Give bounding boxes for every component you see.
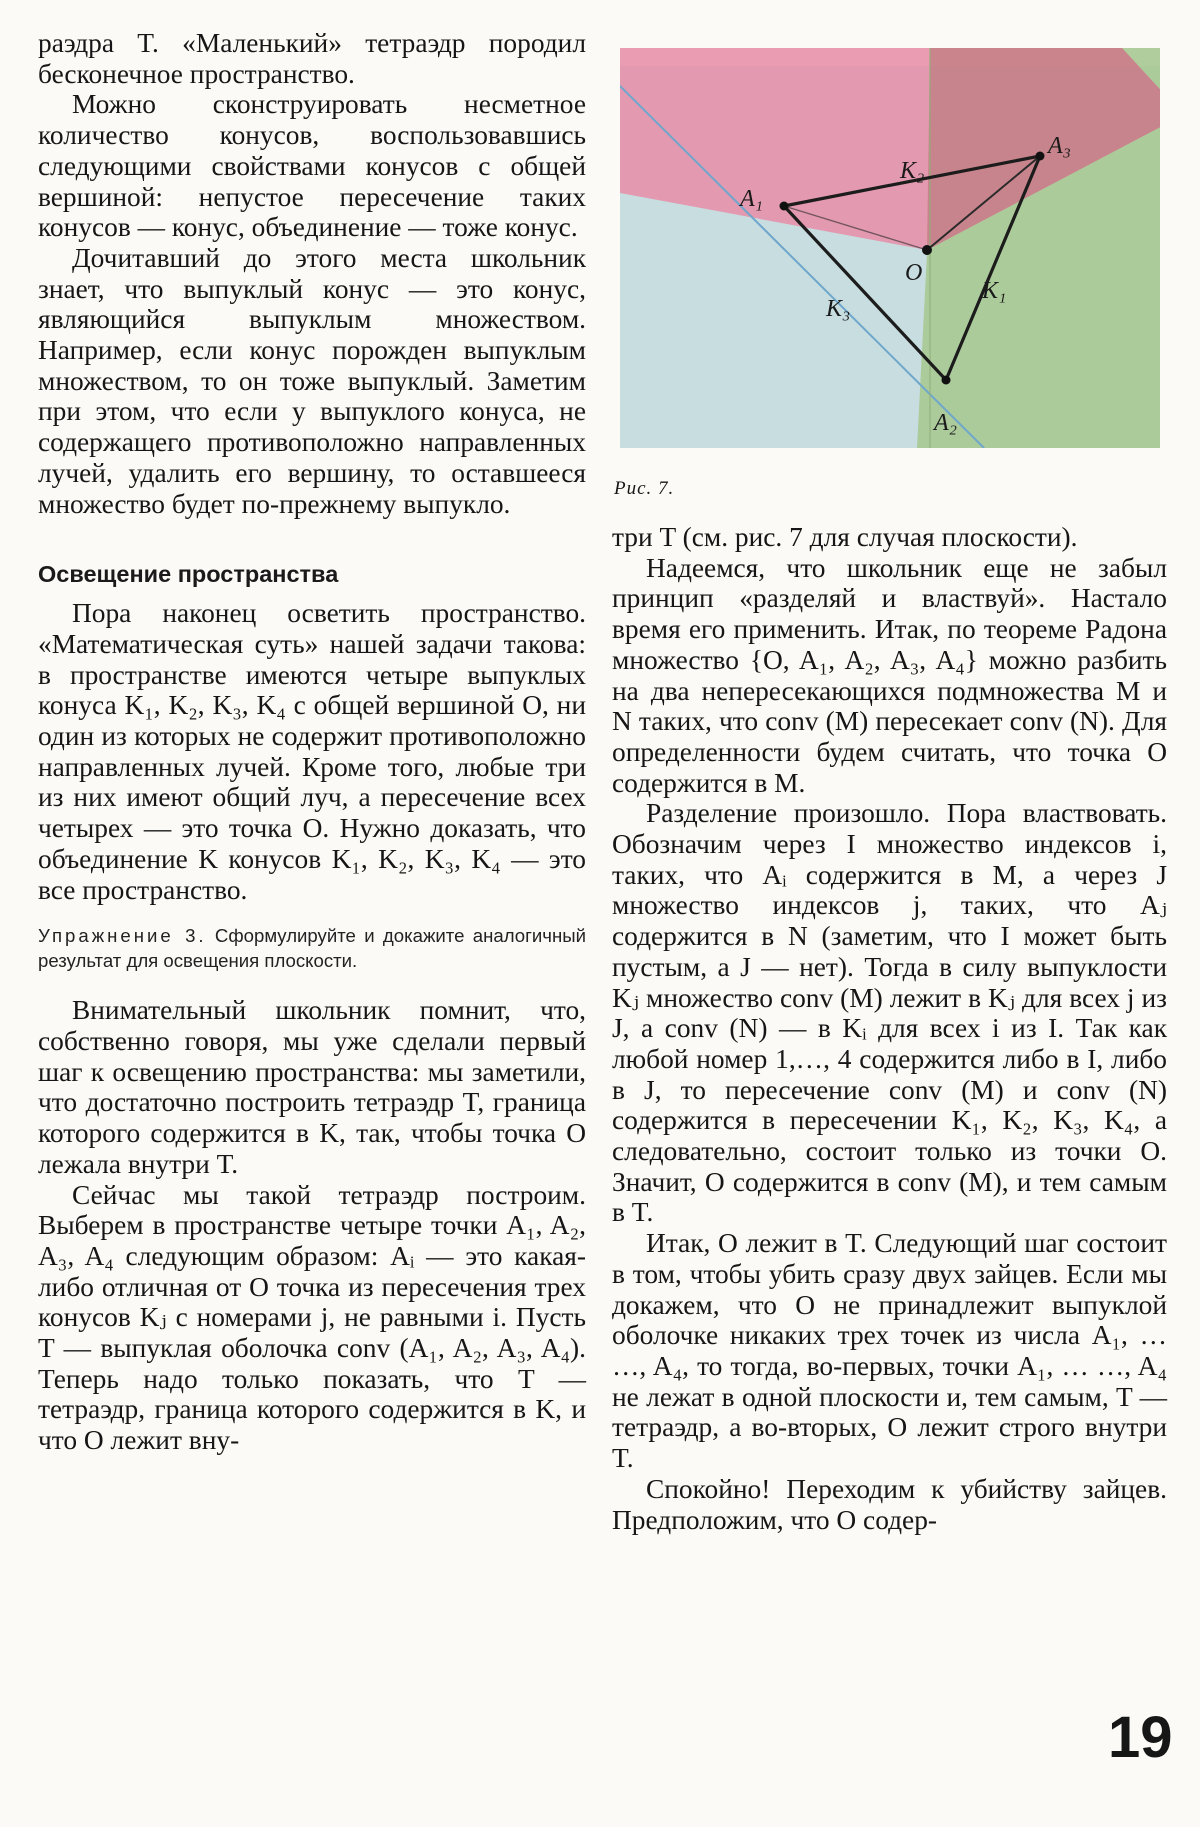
- paragraph: Сейчас мы такой тетраэдр построим. Выберем в пространстве четыре точки A₁, A₂, A₃, A₄ следующим образом: Aᵢ — это какая-либо отличная от O точка из пересечения трех конусов Kⱼ с номерами j, не равными i. Пусть T — выпуклая оболочка conv (A₁, A₂, A₃, A₄). Теперь надо только показать, что T — тетраэдр, граница которого содержится в K, и что O лежит вну-: [38, 1179, 586, 1456]
- section-heading: Освещение пространства: [38, 561, 339, 588]
- page-number: 19: [1108, 1705, 1173, 1770]
- label-a3: A₃: [1048, 133, 1072, 159]
- label-a2: A₂: [934, 410, 958, 436]
- paragraph: Спокойно! Переходим к убийству зайцев. Предположим, что O содер-: [612, 1473, 1167, 1535]
- point-a3: [1036, 152, 1045, 161]
- figure-7-drawing: [612, 28, 1168, 448]
- label-a1: A₁: [740, 186, 764, 212]
- point-a1: [780, 202, 789, 211]
- exercise: [38, 923, 586, 973]
- right-column: [612, 0, 1167, 1535]
- paragraph: три T (см. рис. 7 для случая плоскости).: [612, 522, 1078, 552]
- label-o: O: [905, 260, 923, 286]
- point-a2: [942, 376, 951, 385]
- paragraph: Можно сконструировать несметное количество конусов, воспользовавшись следующими свойствами конусов с общей вершиной: непустое пересечение таких конусов — конус, объединение — тоже конус.: [38, 89, 586, 243]
- paragraph: Дочитавший до этого места школьник знает, что выпуклый конус — это конус, являющийся выпуклым множеством. Например, если конус порожден выпуклым множеством, то он тоже выпуклый. Заметим при этом, что если у выпуклого конуса, не содержащего противоположно направленных лучей, удалить его вершину, то оставшееся множество будет по-прежнему выпукло.: [38, 242, 586, 519]
- exercise-text: Сформулируйте и докажите аналогичный результат для освещения плоскости.: [38, 925, 586, 972]
- label-k3: K₃: [826, 296, 851, 322]
- paragraph: Надеемся, что школьник еще не забыл принцип «разделяй и властвуй». Настало время его применить. Итак, по теореме Радона множество {O, A₁, A₂, A₃, A₄} можно разбить на два непересекающихся подмножества M и N таких, что conv (M) пересекает conv (N). Для определенности будем считать, что точка O содержится в M.: [612, 552, 1167, 798]
- paragraph: Пора наконец осветить пространство. «Математическая суть» нашей задачи такова: в пространстве имеются четыре выпуклых конуса K₁, K₂, K₃, K₄ с общей вершиной O, ни один из которых не содержит противоположно направленных лучей. Кроме того, любые три из них имеют общий луч, а пересечение всех четырех — это точка O. Нужно доказать, что объединение K конусов K₁, K₂, K₃, K₄ — это все пространство.: [38, 598, 586, 905]
- exercise-label: Упражнение 3.: [38, 925, 207, 947]
- label-k1: K₁: [982, 278, 1007, 304]
- paragraph: раэдра T. «Маленький» тетраэдр породил бесконечное пространство.: [38, 28, 586, 89]
- paragraph: Итак, O лежит в T. Следующий шаг состоит в том, чтобы убить сразу двух зайцев. Если мы докажем, что O не принадлежит выпуклой оболочке никаких трех точек из числа A₁, … …, A₄, то тогда, во-первых, точки A₁, … …, A₄ не лежат в одной плоскости и, тем самым, T — тетраэдр, а во-вторых, O лежит строго внутри T.: [612, 1228, 1167, 1474]
- figure-7: [612, 28, 1168, 448]
- point-o: [922, 245, 932, 255]
- left-column: [38, 28, 586, 1456]
- paragraph: Разделение произошло. Пора властвовать. Обозначим через I множество индексов i, таких, что Aᵢ содержится в M, а через J множество индексов j, таких, что Aⱼ содержится в N (заметим, что I может быть пустым, а J — нет). Тогда в силу выпуклости Kⱼ множество conv (M) лежит в Kⱼ для всех j из J, а conv (N) — в Kᵢ для всех i из I. Так как любой номер 1,…, 4 содержится либо в I, либо в J, то пересечение conv (M) и conv (N) содержится в пересечении K₁, K₂, K₃, K₄, а следовательно, состоит только из точки O. Значит, O содержится в conv (M), и тем самым в T.: [612, 798, 1167, 1228]
- label-k2: K₂: [900, 158, 925, 184]
- paragraph: Внимательный школьник помнит, что, собственно говоря, мы уже сделали первый шаг к освещению пространства: мы заметили, что достаточно построить тетраэдр T, граница которого содержится в K, так, чтобы точка O лежала внутри T.: [38, 995, 586, 1179]
- figure-caption: Рис. 7.: [614, 478, 675, 499]
